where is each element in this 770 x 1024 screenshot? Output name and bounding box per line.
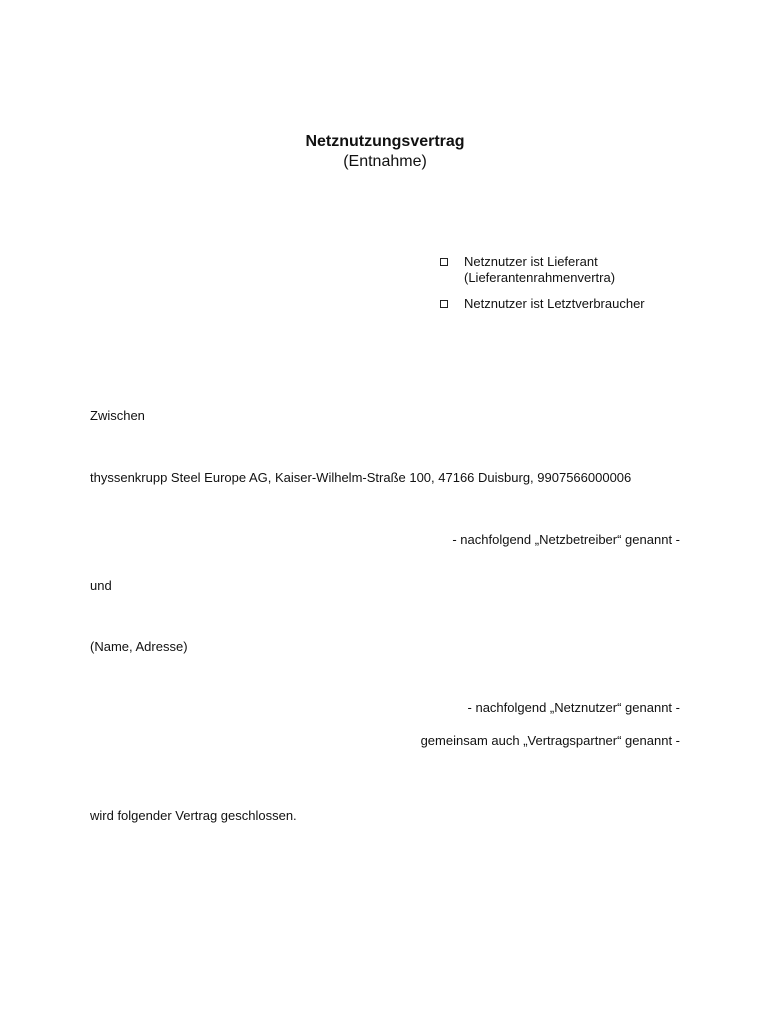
grid-operator-address: thyssenkrupp Steel Europe AG, Kaiser-Wilhelm-Straße 100, 47166 Duisburg, 9907566000006 xyxy=(90,470,632,485)
and-label: und xyxy=(90,578,112,593)
option-supplier-label xyxy=(464,254,700,286)
option-supplier-line1: Netznutzer ist Lieferant xyxy=(464,254,598,269)
option-end-consumer-line1: Netznutzer ist Letztverbraucher xyxy=(464,296,645,311)
document-subtitle: (Entnahme) xyxy=(343,153,427,170)
closing-statement: wird folgender Vertrag geschlossen. xyxy=(90,808,297,823)
grid-user-designation: - nachfolgend „Netznutzer“ genannt - xyxy=(467,700,680,715)
between-label: Zwischen xyxy=(90,408,145,423)
option-supplier-line2: (Lieferantenrahmenvertra) xyxy=(464,270,616,285)
option-end-consumer-label xyxy=(464,296,700,312)
contract-partners-designation: gemeinsam auch „Vertragspartner“ genannt - xyxy=(420,733,680,748)
grid-user-address-placeholder: (Name, Adresse) xyxy=(90,639,188,654)
grid-operator-designation: - nachfolgend „Netzbetreiber“ genannt - xyxy=(452,532,680,547)
checkbox-supplier[interactable] xyxy=(440,258,448,266)
checkbox-end-consumer[interactable] xyxy=(440,300,448,308)
document-title: Netznutzungsvertrag xyxy=(305,133,465,150)
